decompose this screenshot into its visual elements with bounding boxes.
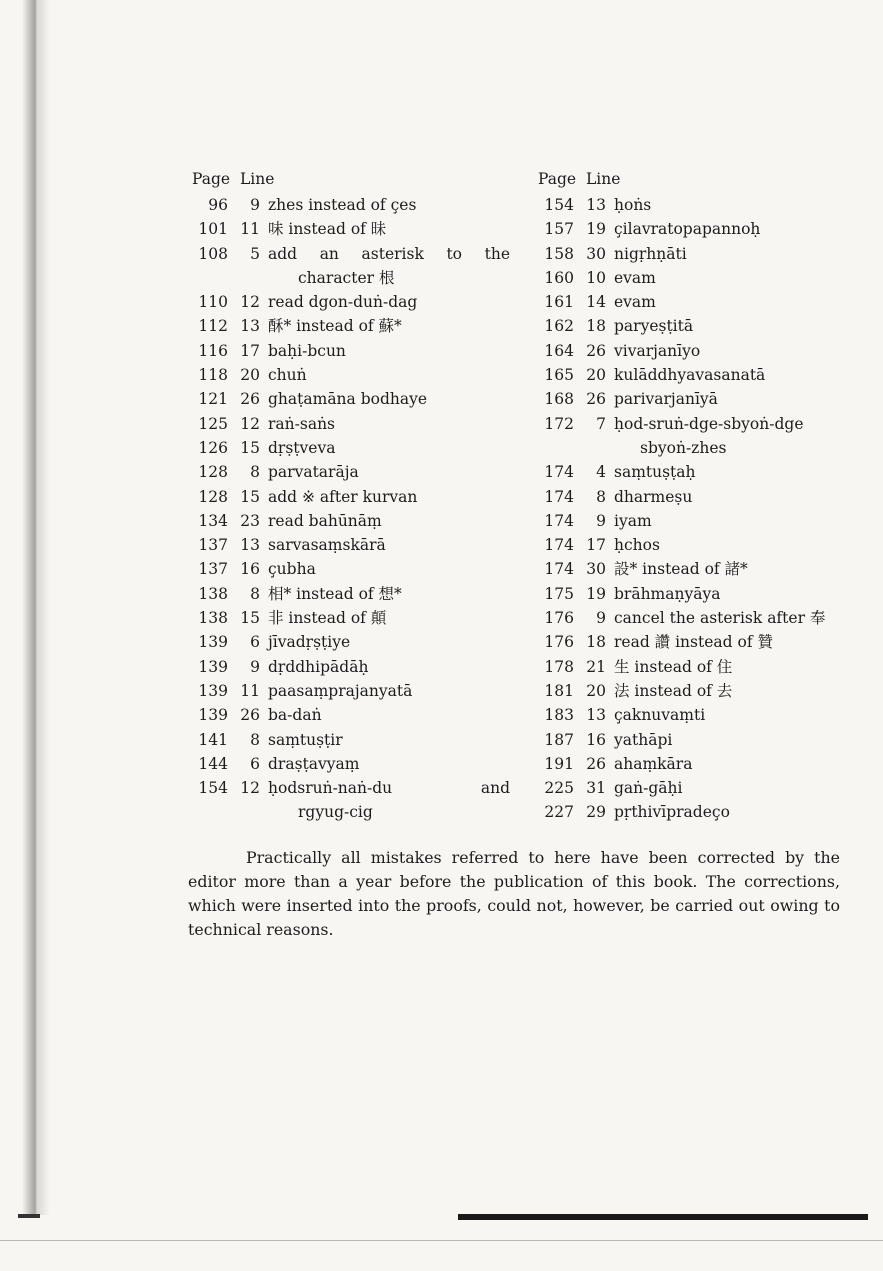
errata-row (192, 242, 510, 266)
line-number: 26 (586, 754, 606, 773)
page-number: 183 (544, 706, 574, 725)
page-number: 137 (198, 536, 228, 555)
line-number: 15 (240, 438, 260, 457)
errata-rows-left (192, 193, 510, 825)
correction-text: çilavratopapannoḥ (614, 220, 761, 239)
correction-text: dharmeṣu (614, 487, 693, 506)
correction-text: iyam (614, 511, 652, 530)
page-number: 134 (198, 511, 228, 530)
errata-row (538, 703, 850, 727)
line-number: 15 (240, 609, 260, 628)
line-number: 6 (250, 633, 260, 652)
correction-text: ḥod-sruṅ-dge-sbyoṅ-dge (614, 414, 804, 433)
line-number: 9 (250, 196, 260, 214)
errata-row (192, 655, 510, 679)
line-number: 13 (586, 196, 606, 214)
line-number: 17 (240, 341, 260, 360)
line-number: 26 (240, 706, 260, 725)
errata-row (538, 460, 850, 484)
page-number: 128 (198, 487, 228, 506)
line-number: 19 (586, 584, 606, 603)
line-number: 11 (240, 220, 260, 239)
page-number: 139 (198, 633, 228, 652)
correction-text: 設* instead of 諸* (614, 560, 748, 579)
errata-row (192, 630, 510, 654)
line-number: 11 (240, 681, 260, 700)
page-number: 112 (198, 317, 228, 336)
correction-text: ghaṭamāna bodhaye (268, 390, 428, 409)
bottom-rule-thin (0, 1240, 883, 1241)
line-number: 6 (250, 754, 260, 773)
errata-column-left (192, 168, 510, 825)
page-number: 160 (544, 268, 574, 287)
errata-row (192, 533, 510, 557)
line-number: 29 (586, 803, 606, 822)
page-number: 161 (544, 293, 574, 312)
line-number: 19 (586, 220, 606, 239)
page-number: 172 (544, 414, 574, 433)
correction-text: yathāpi (614, 730, 673, 749)
errata-row (192, 728, 510, 752)
correction-text: nigṛhṇāti (614, 244, 687, 263)
page-number: 96 (208, 196, 228, 214)
line-number: 14 (586, 293, 606, 312)
line-number: 31 (586, 779, 606, 798)
errata-row (192, 557, 510, 581)
header-line: Line (240, 170, 275, 188)
correction-text: add an asterisk to the (268, 244, 510, 263)
errata-row (538, 412, 850, 436)
page-number: 125 (198, 414, 228, 433)
errata-row (538, 387, 850, 411)
page-number: 176 (544, 633, 574, 652)
page-number: 174 (544, 536, 574, 555)
page-number: 174 (544, 560, 574, 579)
line-number: 26 (240, 390, 260, 409)
errata-row (192, 485, 510, 509)
page-number: 178 (544, 657, 574, 676)
line-number: 18 (586, 317, 606, 336)
page-number: 227 (544, 803, 574, 822)
line-number: 9 (596, 609, 606, 628)
line-number: 7 (596, 414, 606, 433)
correction-text: çubha (268, 560, 316, 579)
line-number: 20 (586, 681, 606, 700)
correction-continuation: sbyoṅ-zhes (640, 438, 727, 457)
errata-row (192, 193, 510, 217)
correction-text: read dgon-duṅ-dag (268, 293, 418, 312)
correction-continuation: rgyug-cig (298, 803, 373, 822)
errata-row (192, 606, 510, 630)
page-number: 162 (544, 317, 574, 336)
line-number: 21 (586, 657, 606, 676)
correction-text: gaṅ-gāḥi (614, 779, 683, 798)
page-number: 191 (544, 754, 574, 773)
errata-row (538, 290, 850, 314)
line-number: 23 (240, 511, 260, 530)
correction-text: ḥchos (614, 536, 660, 555)
page-number: 141 (198, 730, 228, 749)
correction-continuation: character 根 (298, 268, 395, 287)
errata-row (538, 630, 850, 654)
errata-row (192, 752, 510, 776)
page-number: 138 (198, 584, 228, 603)
page-number: 175 (544, 584, 574, 603)
page-number: 168 (544, 390, 574, 409)
errata-row (538, 557, 850, 581)
line-number: 20 (586, 366, 606, 385)
page-number: 128 (198, 463, 228, 482)
line-number: 8 (250, 730, 260, 749)
errata-note: Practically all mistakes referred to here have been corrected by the editor more than a year before the publication of this book. The corrections, which were inserted into the proofs, could not, however, be carried out owing to technical reasons. (188, 848, 840, 939)
errata-row (538, 314, 850, 338)
errata-row (538, 485, 850, 509)
page-number: 176 (544, 609, 574, 628)
correction-text: 生 instead of 住 (614, 657, 733, 676)
errata-row (538, 509, 850, 533)
page-number: 158 (544, 244, 574, 263)
page-number: 144 (198, 754, 228, 773)
errata-row (192, 460, 510, 484)
errata-row (538, 679, 850, 703)
correction-text: zhes instead of çes (268, 196, 417, 214)
page-number: 181 (544, 681, 574, 700)
errata-row (538, 242, 850, 266)
correction-text: dṛddhipādāḥ (268, 657, 369, 676)
errata-row (192, 436, 510, 460)
page-number: 139 (198, 681, 228, 700)
correction-text: çaknuvaṃti (614, 706, 706, 725)
correction-text: parvatarāja (268, 463, 359, 482)
page-number: 174 (544, 511, 574, 530)
line-number: 30 (586, 560, 606, 579)
correction-text: raṅ-saṅs (268, 414, 336, 433)
errata-row (192, 363, 510, 387)
correction-text: paryeṣṭitā (614, 317, 694, 336)
page-number: 174 (544, 487, 574, 506)
errata-row (192, 582, 510, 606)
scan-left-edge (22, 0, 50, 1215)
correction-text: read 讚 instead of 贊 (614, 633, 773, 652)
line-number: 30 (586, 244, 606, 263)
page-number: 137 (198, 560, 228, 579)
line-number: 15 (240, 487, 260, 506)
line-number: 12 (240, 779, 260, 798)
errata-row (538, 339, 850, 363)
errata-row (192, 412, 510, 436)
line-number: 16 (240, 560, 260, 579)
correction-text: draṣṭavyaṃ (268, 754, 360, 773)
column-header (538, 168, 850, 191)
errata-row (192, 217, 510, 241)
correction-text: add ※ after kurvan (268, 487, 418, 506)
correction-text: saṃtuṣṭaḥ (614, 463, 696, 482)
correction-text: chuṅ (268, 366, 307, 385)
errata-row (538, 800, 850, 824)
page-number: 126 (198, 438, 228, 457)
errata-row (192, 339, 510, 363)
correction-text: ḥoṅs (614, 196, 652, 214)
correction-text: evam (614, 268, 656, 287)
page-number: 110 (198, 293, 228, 312)
errata-row (192, 776, 510, 800)
errata-row (192, 679, 510, 703)
correction-text: 酥* instead of 蘇* (268, 317, 402, 336)
correction-text: read bahūnāṃ (268, 511, 382, 530)
scan-bottom-mark (18, 1214, 40, 1218)
header-line: Line (586, 170, 621, 188)
line-number: 18 (586, 633, 606, 652)
line-number: 8 (250, 463, 260, 482)
page-number: 118 (198, 366, 228, 385)
page-number: 225 (544, 779, 574, 798)
correction-text: 法 instead of 去 (614, 681, 733, 700)
errata-row (192, 387, 510, 411)
correction-text: 非 instead of 顛 (268, 609, 387, 628)
correction-text: kulāddhyavasanatā (614, 366, 766, 385)
errata-row (538, 217, 850, 241)
page-number: 139 (198, 657, 228, 676)
correction-text: 味 instead of 昧 (268, 220, 387, 239)
correction-text: dṛṣṭveva (268, 438, 336, 457)
correction-text: saṃtuṣṭir (268, 730, 343, 749)
correction-text: sarvasaṃskārā (268, 536, 386, 555)
errata-row (538, 728, 850, 752)
errata-rows-right (538, 193, 850, 825)
line-number: 8 (596, 487, 606, 506)
header-page: Page (192, 170, 231, 188)
line-number: 16 (586, 730, 606, 749)
errata-row (538, 533, 850, 557)
errata-row (192, 290, 510, 314)
line-number: 13 (586, 706, 606, 725)
errata-row (538, 582, 850, 606)
line-number: 26 (586, 390, 606, 409)
errata-row (538, 752, 850, 776)
line-number: 10 (586, 268, 606, 287)
correction-text: cancel the asterisk after 奉 (614, 609, 826, 628)
line-number: 9 (250, 657, 260, 676)
line-number: 12 (240, 293, 260, 312)
page-number: 164 (544, 341, 574, 360)
correction-text: ḥodsruṅ-naṅ-du and (268, 779, 510, 798)
correction-text: ba-daṅ (268, 706, 322, 725)
correction-text: paasaṃprajanyatā (268, 681, 413, 700)
line-number: 26 (586, 341, 606, 360)
page-number: 116 (198, 341, 228, 360)
errata-row (538, 776, 850, 800)
page-number: 139 (198, 706, 228, 725)
correction-text: pṛthivīpradeço (614, 803, 730, 822)
errata-row (538, 606, 850, 630)
line-number: 13 (240, 536, 260, 555)
errata-row (192, 314, 510, 338)
errata-row (538, 363, 850, 387)
column-header (192, 168, 510, 191)
correction-text: ahaṃkāra (614, 754, 693, 773)
correction-text: 相* instead of 想* (268, 584, 402, 603)
correction-text: evam (614, 293, 656, 312)
line-number: 20 (240, 366, 260, 385)
errata-row (192, 509, 510, 533)
page-number: 121 (198, 390, 228, 409)
line-number: 9 (596, 511, 606, 530)
errata-row (538, 193, 850, 217)
correction-text: parivarjanīyā (614, 390, 718, 409)
line-number: 8 (250, 584, 260, 603)
correction-text: vivarjanīyo (614, 341, 701, 360)
line-number: 13 (240, 317, 260, 336)
correction-text: jīvadṛṣṭiye (268, 633, 351, 652)
errata-row (192, 703, 510, 727)
page-number: 108 (198, 244, 228, 263)
correction-text: brāhmaṇyāya (614, 584, 721, 603)
page-number: 157 (544, 220, 574, 239)
page-number: 174 (544, 463, 574, 482)
line-number: 17 (586, 536, 606, 555)
errata-row (538, 266, 850, 290)
bottom-rule-thick (458, 1214, 868, 1220)
errata-column-right (538, 168, 850, 825)
header-page: Page (538, 170, 577, 188)
correction-text: baḥi-bcun (268, 341, 346, 360)
errata-row (538, 655, 850, 679)
page-number: 101 (198, 220, 228, 239)
line-number: 12 (240, 414, 260, 433)
page-number: 154 (198, 779, 228, 798)
line-number: 4 (596, 463, 606, 482)
page-number: 138 (198, 609, 228, 628)
line-number: 5 (250, 244, 260, 263)
page-number: 187 (544, 730, 574, 749)
page-number: 154 (544, 196, 574, 214)
page-number: 165 (544, 366, 574, 385)
